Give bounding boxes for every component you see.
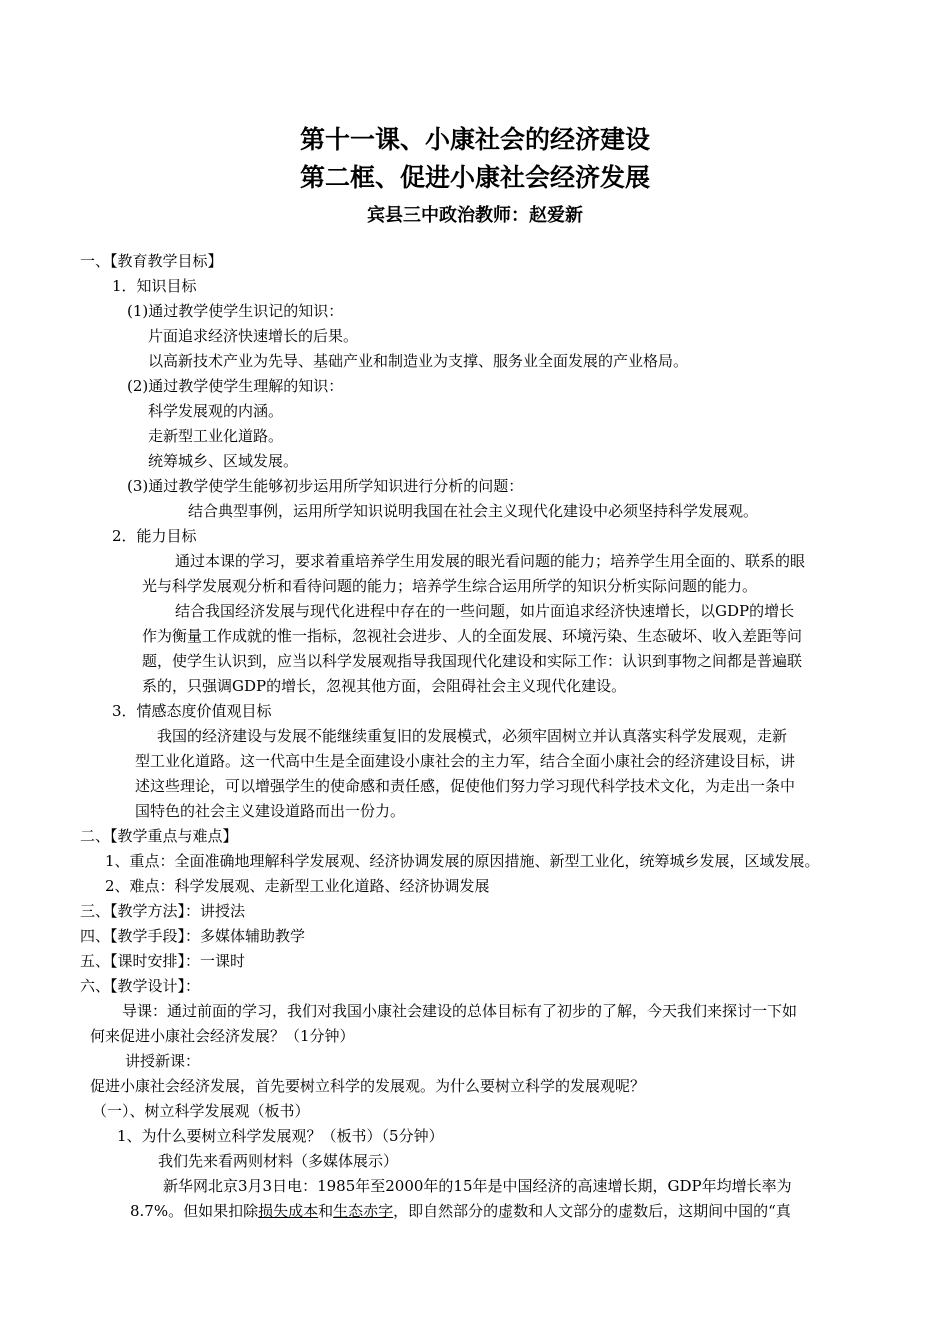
text-segment: 8.7%。但如果扣除 xyxy=(130,1202,259,1220)
heading-teaching-goals: 一、【教育教学目标】 xyxy=(80,252,223,270)
text-segment: 和 xyxy=(318,1202,334,1220)
text-line: 1、重点：全面准确地理解科学发展观、经济协调发展的原因措施、新型工业化，统筹城乡发展，区域发展。 xyxy=(105,852,820,870)
text-line: 国特色的社会主义建设道路而出一份力。 xyxy=(135,802,406,820)
heading-schedule: 五、【课时安排】：一课时 xyxy=(80,952,246,970)
text-line: (2)通过教学使学生理解的知识： xyxy=(127,377,344,395)
text-line: 型工业化道路。这一代高中生是全面建设小康社会的主力军，结合全面小康社会的经济建设目标，讲 xyxy=(135,752,796,770)
lesson-title: 第十一课、小康社会的经济建设 xyxy=(299,125,650,154)
ability-goals-heading: 2．能力目标 xyxy=(112,527,197,545)
knowledge-goals-heading: 1．知识目标 xyxy=(112,277,197,295)
text-line: 走新型工业化道路。 xyxy=(148,427,284,445)
heading-key-points: 二、【教学重点与难点】 xyxy=(80,827,238,845)
text-line: 结合我国经济发展与现代化进程中存在的一些问题，如片面追求经济快速增长，以GDP的增长 xyxy=(175,602,795,620)
heading-design: 六、【教学设计】： xyxy=(80,977,201,995)
text-line: 以高新技术产业为先导、基础产业和制造业为支撑、服务业全面发展的产业格局。 xyxy=(148,352,689,370)
underlined-term: 损失成本 xyxy=(258,1202,319,1220)
text-line: 讲授新课： xyxy=(125,1052,201,1070)
text-line: 片面追求经济快速增长的后果。 xyxy=(148,327,359,345)
text-line: 结合典型事例，运用所学知识说明我国在社会主义现代化建设中必须坚持科学发展观。 xyxy=(188,502,759,520)
underlined-term: 生态赤字 xyxy=(333,1202,394,1220)
text-line xyxy=(130,1202,791,1220)
text-line: （一）、树立科学发展观（板书） xyxy=(92,1102,310,1120)
text-line: (1)通过教学使学生识记的知识： xyxy=(127,302,344,320)
text-line: 我们先来看两则材料（多媒体展示） xyxy=(158,1152,399,1170)
values-goals-heading: 3．情感态度价值观目标 xyxy=(112,702,272,720)
text-line: 促进小康社会经济发展，首先要树立科学的发展观。为什么要树立科学的发展观呢？ xyxy=(90,1077,646,1095)
text-line: 题，使学生认识到，应当以科学发展观指导我国现代化建设和实际工作：认识到事物之间都是普遍联 xyxy=(142,652,803,670)
heading-method: 三、【教学方法】：讲授法 xyxy=(80,902,246,920)
text-line: 何来促进小康社会经济发展？（1分钟） xyxy=(90,1027,355,1045)
heading-means: 四、【教学手段】：多媒体辅助教学 xyxy=(80,927,306,945)
text-segment: ，即自然部分的虚数和人文部分的虚数后，这期间中国的“真 xyxy=(393,1202,791,1220)
text-line: 统筹城乡、区域发展。 xyxy=(148,452,299,470)
author-line: 宾县三中政治教师：赵爱新 xyxy=(367,205,583,226)
section-title: 第二框、促进小康社会经济发展 xyxy=(299,163,650,192)
text-line: (3)通过教学使学生能够初步运用所学知识进行分析的问题： xyxy=(127,477,524,495)
text-line: 作为衡量工作成就的惟一指标，忽视社会进步、人的全面发展、环境污染、生态破坏、收入差距等问 xyxy=(142,627,803,645)
text-line: 光与科学发展观分析和看待问题的能力；培养学生综合运用所学的知识分析实际问题的能力。 xyxy=(142,577,758,595)
text-line: 我国的经济建设与发展不能继续重复旧的发展模式，必须牢固树立并认真落实科学发展观，走新 xyxy=(157,727,788,745)
text-line: 述这些理论，可以增强学生的使命感和责任感，促使他们努力学习现代科学技术文化，为走出一条中 xyxy=(135,777,796,795)
text-line: 系的，只强调GDP的增长，忽视其他方面，会阻碍社会主义现代化建设。 xyxy=(142,677,627,695)
text-line: 科学发展观的内涵。 xyxy=(148,402,284,420)
text-line: 2、难点：科学发展观、走新型工业化道路、经济协调发展 xyxy=(105,877,490,895)
text-line: 导课：通过前面的学习，我们对我国小康社会建设的总体目标有了初步的了解，今天我们来探讨一下如 xyxy=(122,1002,798,1020)
text-line: 1、为什么要树立科学发展观？（板书）（5分钟） xyxy=(117,1127,444,1145)
text-line: 新华网北京3月3日电：1985年至2000年的15年是中国经济的高速增长期，GDP年均增长率为 xyxy=(163,1177,792,1195)
text-line: 通过本课的学习，要求着重培养学生用发展的眼光看问题的能力；培养学生用全面的、联系的眼 xyxy=(175,552,806,570)
